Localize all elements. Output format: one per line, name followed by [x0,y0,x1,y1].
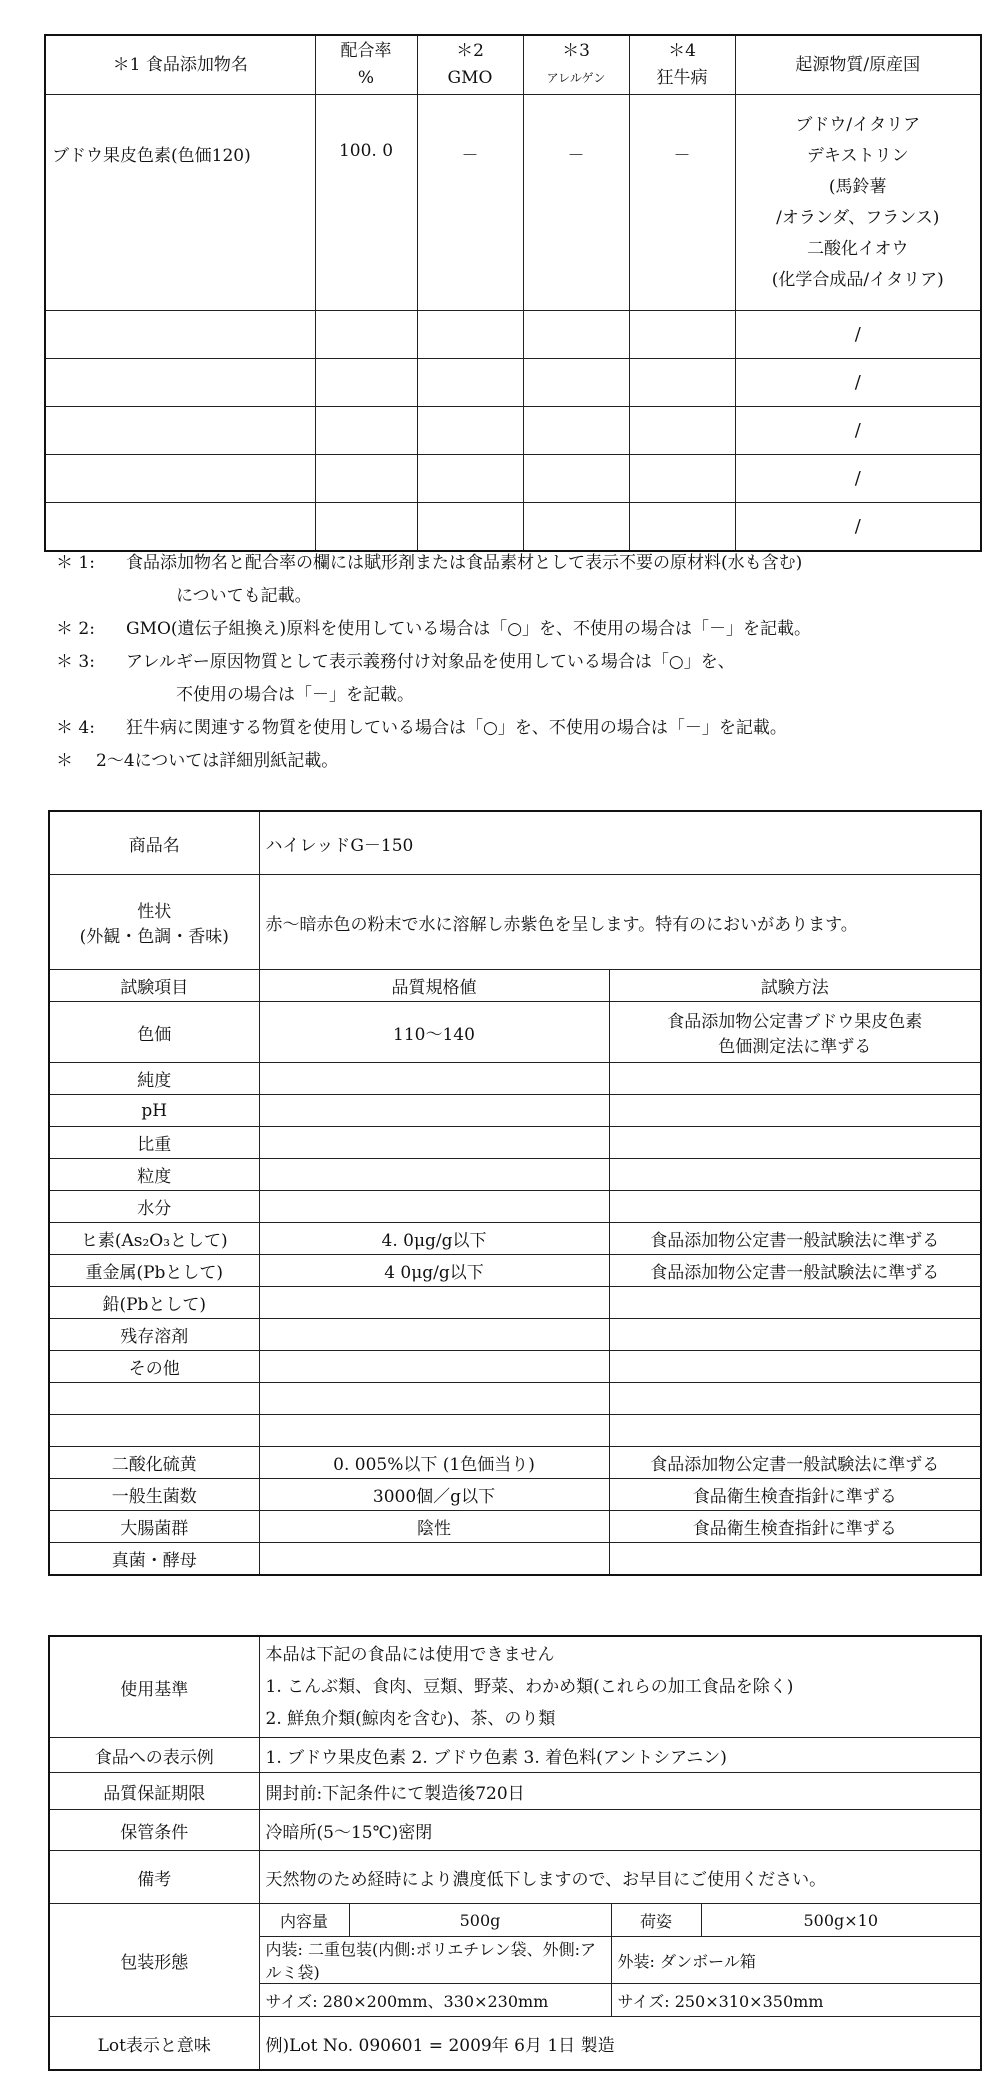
warranty-value: 開封前:下記条件にて製造後720日 [259,1773,981,1810]
header-additive-name: ＊1 食品添加物名 [45,35,315,95]
product-name-label: 商品名 [49,811,259,875]
header-allergen-label: アレルゲン [546,71,606,85]
origin-line: (化学合成品/イタリア) [771,269,944,290]
additive-allergen: － [523,95,629,311]
col-test-item: 試験項目 [49,970,259,1002]
origin-line: /オランダ、フランス) [776,207,940,228]
spec-value [259,1095,609,1127]
spec-item: ヒ素(As₂O₃として) [49,1223,259,1255]
additive-table [44,34,982,552]
outer-packaging: 外装: ダンボール箱 [611,1937,981,1984]
spec-method: 食品添加物公定書一般試験法に準ずる [609,1255,981,1287]
product-name-value: ハイレッドG－150 [259,811,981,875]
footnote-mark: ＊ 4: [56,718,95,738]
usage-table [48,1635,982,2071]
spec-row [49,1383,981,1415]
header-allergen [523,35,629,95]
usage-line: 2. 鮮魚介類(鯨肉を含む)、茶、のり類 [265,1709,556,1729]
footnote-2 [56,613,986,646]
col-spec-value: 品質規格値 [259,970,609,1002]
spec-value [259,1159,609,1191]
spec-item: 比重 [49,1127,259,1159]
additive-gmo: － [417,95,523,311]
warranty-label: 品質保証期限 [49,1773,259,1810]
spec-item [49,1383,259,1415]
spec-method [609,1543,981,1576]
color-value-label: 色価 [49,1002,259,1063]
header-allergen-mark: ＊3 [562,41,590,61]
spec-value [259,1383,609,1415]
spec-value [259,1543,609,1576]
warranty-row [49,1773,981,1810]
footnote-1 [56,547,986,580]
spec-value [259,1127,609,1159]
spec-item: その他 [49,1351,259,1383]
blank-row [45,455,981,503]
spec-value [259,1319,609,1351]
header-bse [629,35,735,95]
origin-line: ブドウ/イタリア [795,114,921,135]
footnote-mark: ＊ 1: [56,553,95,573]
blank-origin: / [735,311,981,359]
storage-value: 冷暗所(5～15℃)密閉 [259,1810,981,1851]
footnote-cont: についても記載。 [176,586,312,606]
spec-item: 鉛(Pbとして) [49,1287,259,1319]
col-test-method: 試験方法 [609,970,981,1002]
spec-value [259,1063,609,1095]
spec-row [49,1479,981,1511]
blank-origin: / [735,503,981,552]
footnote-text: GMO(遺伝子組換え)原料を使用している場合は「○」を、不使用の場合は「－」を記載。 [126,619,812,639]
spec-method: 食品添加物公定書一般試験法に準ずる [609,1223,981,1255]
color-value-method-line1: 食品添加物公定書ブドウ果皮色素 [667,1012,923,1032]
spec-item: 一般生菌数 [49,1479,259,1511]
header-gmo-label: GMO [447,68,493,88]
lot-row [49,2017,981,2071]
inner-size: サイズ: 280×200mm、330×230mm [259,1984,611,2017]
spec-item: 純度 [49,1063,259,1095]
header-ratio-line1: 配合率 [340,41,392,61]
spec-method [609,1159,981,1191]
footnote-mark: ＊ [56,751,73,771]
spec-method: 食品衛生検査指針に準ずる [609,1479,981,1511]
product-name-row [49,811,981,875]
property-label-line2: (外観・色調・香味) [79,927,229,947]
origin-line: 二酸化イオウ [807,238,909,259]
additive-bse: － [629,95,735,311]
spec-method [609,1415,981,1447]
spec-item [49,1415,259,1447]
additive-origin [735,95,981,311]
spec-method [609,1383,981,1415]
spec-method [609,1351,981,1383]
spec-row [49,1447,981,1479]
spec-item: 真菌・酵母 [49,1543,259,1576]
spec-method [609,1191,981,1223]
spec-item: 粒度 [49,1159,259,1191]
header-gmo [417,35,523,95]
spec-value [259,1415,609,1447]
remarks-row [49,1851,981,1904]
inner-packaging: 内装: 二重包装(内側:ポリエチレン袋、外側:アルミ袋) [259,1937,611,1984]
display-label: 食品への表示例 [49,1738,259,1773]
header-gmo-mark: ＊2 [456,41,484,61]
blank-row [45,311,981,359]
color-value-method [609,1002,981,1063]
footnote-text: 狂牛病に関連する物質を使用している場合は「○」を、不使用の場合は「－」を記載。 [126,718,787,738]
footnote-4 [56,712,986,745]
spec-method [609,1063,981,1095]
blank-row [45,503,981,552]
footnote-3 [56,646,986,679]
spec-value: 3000個／g以下 [259,1479,609,1511]
storage-label: 保管条件 [49,1810,259,1851]
display-row [49,1738,981,1773]
color-value-spec: 110～140 [259,1002,609,1063]
blank-row [45,359,981,407]
additive-header-row [45,35,981,95]
footnotes [56,547,986,778]
content-value: 500g [349,1904,611,1937]
spec-value [259,1287,609,1319]
spec-item: 二酸化硫黄 [49,1447,259,1479]
lot-label: Lot表示と意味 [49,2017,259,2071]
usage-line: 本品は下記の食品には使用できません [265,1645,555,1665]
display-value: 1. ブドウ果皮色素 2. ブドウ色素 3. 着色料(アントシアニン) [259,1738,981,1773]
header-ratio [315,35,417,95]
spec-row [49,1063,981,1095]
spec-row [49,1191,981,1223]
spec-method [609,1319,981,1351]
spec-method: 食品衛生検査指針に準ずる [609,1511,981,1543]
property-label-line1: 性状 [137,902,172,922]
spec-value [259,1351,609,1383]
spec-table [48,810,982,1576]
footnote-text: 2～4については詳細別紙記載。 [96,751,339,771]
usage-row [49,1636,981,1738]
footnote-5 [56,745,986,778]
blank-origin: / [735,359,981,407]
footnote-cont: 不使用の場合は「－」を記載。 [176,685,414,705]
additive-name: ブドウ果皮色素(色価120) [45,95,315,311]
footnote-mark: ＊ 3: [56,652,95,672]
spec-method [609,1127,981,1159]
remarks-value: 天然物のため経時により濃度低下しますので、お早目にご使用ください。 [259,1851,981,1904]
footnote-text: アレルギー原因物質として表示義務付け対象品を使用している場合は「○」を、 [126,652,735,672]
usage-line: 1. こんぶ類、食肉、豆類、野菜、わかめ類(これらの加工食品を除く) [265,1677,794,1697]
header-origin: 起源物質/原産国 [735,35,981,95]
header-bse-mark: ＊4 [668,41,696,61]
usage-label: 使用基準 [49,1636,259,1738]
pack-label: 荷姿 [611,1904,701,1937]
spec-row [49,1351,981,1383]
footnote-mark: ＊ 2: [56,619,95,639]
packaging-row-1 [49,1904,981,1937]
spec-row [49,1255,981,1287]
spec-method [609,1095,981,1127]
spec-item: 重金属(Pbとして) [49,1255,259,1287]
pack-value: 500g×10 [701,1904,981,1937]
spec-method [609,1287,981,1319]
origin-line: デキストリン [806,145,909,166]
spec-item: pH [49,1095,259,1127]
spec-row [49,1543,981,1576]
spec-row [49,1223,981,1255]
storage-row [49,1810,981,1851]
origin-line: (馬鈴薯 [828,176,887,197]
spec-value: 陰性 [259,1511,609,1543]
footnote-text: 食品添加物名と配合率の欄には賦形剤または食品素材として表示不要の原材料(水も含む) [126,553,803,573]
outer-size: サイズ: 250×310×350mm [611,1984,981,2017]
blank-origin: / [735,407,981,455]
spec-value [259,1191,609,1223]
spec-row [49,1511,981,1543]
content-label: 内容量 [259,1904,349,1937]
spec-row [49,1095,981,1127]
spec-row [49,1287,981,1319]
spec-item: 水分 [49,1191,259,1223]
spec-header-row [49,970,981,1002]
blank-origin: / [735,455,981,503]
spec-row [49,1127,981,1159]
color-value-method-line2: 色価測定法に準ずる [718,1037,872,1057]
blank-row [45,407,981,455]
additive-ratio: 100. 0 [315,95,417,311]
lot-value: 例)Lot No. 090601 = 2009年 6月 1日 製造 [259,2017,981,2071]
spec-item: 残存溶剤 [49,1319,259,1351]
header-ratio-line2: % [357,68,375,88]
spec-value: 4. 0μg/g以下 [259,1223,609,1255]
remarks-label: 備考 [49,1851,259,1904]
spec-value: 4 0μg/g以下 [259,1255,609,1287]
property-row [49,875,981,970]
color-value-row [49,1002,981,1063]
spec-method: 食品添加物公定書一般試験法に準ずる [609,1447,981,1479]
spec-item: 大腸菌群 [49,1511,259,1543]
property-value: 赤～暗赤色の粉末で水に溶解し赤紫色を呈します。特有のにおいがあります。 [259,875,981,970]
spec-value: 0. 005%以下 (1色価当り) [259,1447,609,1479]
packaging-label: 包装形態 [49,1904,259,2017]
spec-row [49,1415,981,1447]
usage-value [259,1636,981,1738]
header-bse-label: 狂牛病 [656,68,708,88]
property-label [49,875,259,970]
spec-row [49,1319,981,1351]
spec-row [49,1159,981,1191]
additive-row [45,95,981,311]
